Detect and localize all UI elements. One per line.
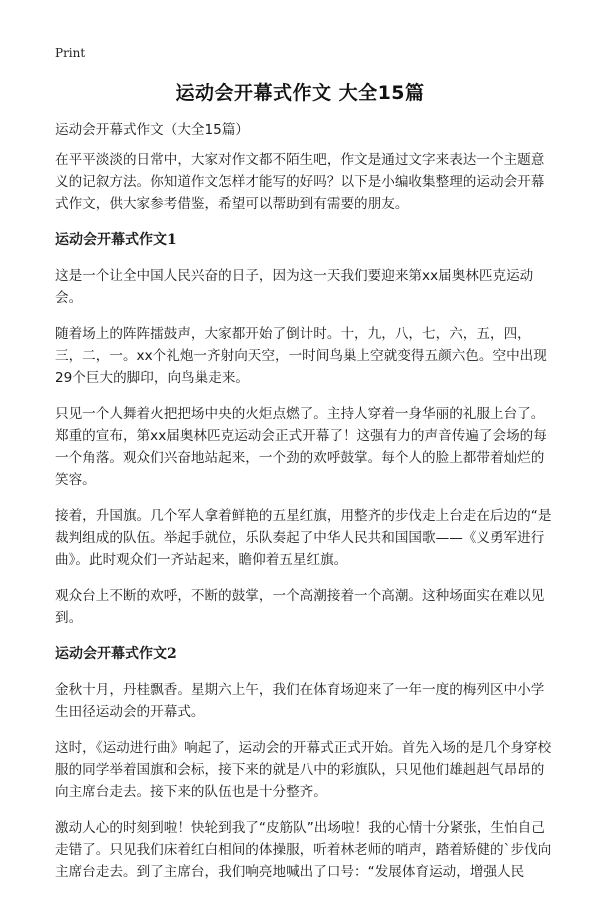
paragraph: 激动人心的时刻到啦！快轮到我了“皮筋队”出场啦！我的心情十分紧张，生怕自己走错了。只见我们床着红白相间的体操服，听着林老师的哨声，踏着矫健的`步伐向主席台走去。到了主席台，我们响亮地喊出了口号：“发展体育运动，增强人民: [55, 820, 552, 880]
document-body: [55, 119, 555, 897]
print-link[interactable]: Print: [55, 46, 86, 60]
paragraph: 只见一个人舞着火把把场中央的火炬点燃了。主持人穿着一身华丽的礼服上台了。郑重的宣布，第xx届奥林匹克运动会正式开幕了！这强有力的声音传遍了会场的每一个角落。观众们兴奋地站起来，一个劲的欢呼鼓掌。每个人的脸上都带着灿烂的笑容。: [55, 406, 547, 488]
paragraph: 随着场上的阵阵擂鼓声，大家都开始了倒计时。十，九，八，七，六，五，四，三，二，一。xx个礼炮一齐射向天空，一时间鸟巢上空就变得五颜六色。空中出现29个巨大的脚印，向鸟巢走来。: [55, 326, 547, 386]
paragraph: 金秋十月，丹桂飘香。星期六上午，我们在体育场迎来了一年一度的梅列区中小学生田径运动会的开幕式。: [55, 682, 545, 720]
section-heading: 运动会开幕式作文1: [55, 232, 177, 248]
intro-paragraph: 在平平淡淡的日常中，大家对作文都不陌生吧，作文是通过文字来表达一个主题意义的记叙方法。你知道作文怎样才能写的好吗？以下是小编收集整理的运动会开幕式作文，供大家参考借鉴，希望可以帮助到有需要的朋友。: [55, 152, 545, 212]
section-heading: 运动会开幕式作文2: [55, 646, 177, 662]
document-subtitle: 运动会开幕式作文（大全15篇）: [55, 122, 250, 138]
paragraph: 这是一个让全中国人民兴奋的日子，因为这一天我们要迎来第xx届奥林匹克运动会。: [55, 268, 534, 306]
page-title: 运动会开幕式作文 大全15篇: [175, 82, 425, 104]
paragraph: 观众台上不断的欢呼，不断的鼓掌，一个高潮接着一个高潮。这种场面实在难以见到。: [55, 588, 545, 626]
paragraph: 这时，《运动进行曲》响起了，运动会的开幕式正式开始。首先入场的是几个身穿校服的同学举着国旗和会标，接下来的就是八中的彩旗队，只见他们雄赳赳气昂昂的向主席台走去。接下来的队伍也是十分整齐。: [55, 740, 552, 800]
paragraph: 接着，升国旗。几个军人拿着鲜艳的五星红旗，用整齐的步伐走上台走在后边的“是裁判组成的队伍。举起手就位，乐队奏起了中华人民共和国国歌——《义勇军进行曲》。此时观众们一齐站起来，瞻仰着五星红旗。: [55, 508, 552, 568]
